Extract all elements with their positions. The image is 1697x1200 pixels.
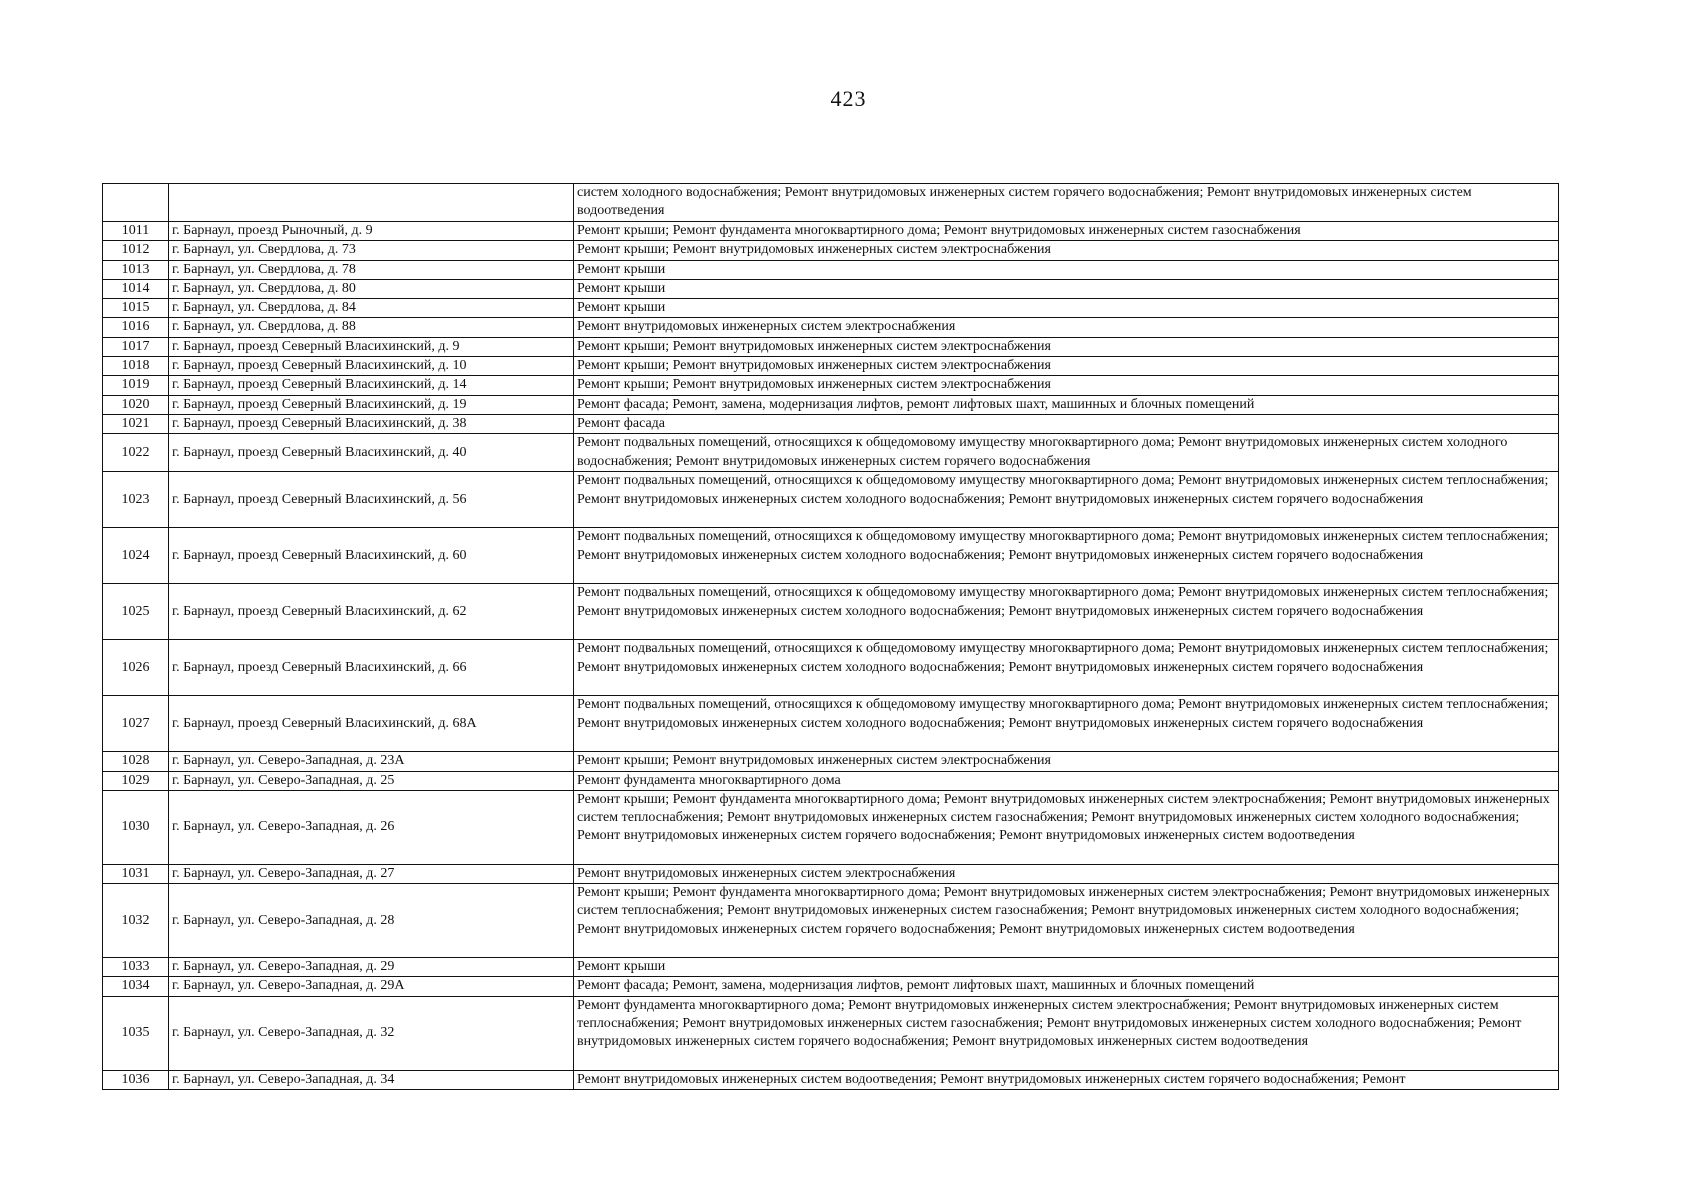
table-row — [103, 279, 1559, 298]
row-number-cell: 1027 — [103, 696, 169, 752]
table-row — [103, 640, 1559, 696]
address-cell — [169, 184, 574, 222]
row-number-cell: 1018 — [103, 357, 169, 376]
row-number-cell: 1023 — [103, 472, 169, 528]
address-cell: г. Барнаул, проезд Северный Власихинский, д. 68А — [169, 696, 574, 752]
repair-works-cell: Ремонт внутридомовых инженерных систем электроснабжения — [574, 864, 1559, 883]
row-number-cell: 1028 — [103, 752, 169, 771]
repair-works-cell: Ремонт подвальных помещений, относящихся к общедомовому имуществу многоквартирного дома; Ремонт внутридомовых инженерных систем теплоснабжения; Ремонт внутридомовых инженерных систем холодного водоснабжения; Ремонт внутридомовых инженерных систем горячего водоснабжения — [574, 528, 1559, 584]
row-number-cell: 1012 — [103, 241, 169, 260]
address-cell: г. Барнаул, ул. Северо-Западная, д. 25 — [169, 771, 574, 790]
repair-works-cell: Ремонт крыши — [574, 299, 1559, 318]
address-cell: г. Барнаул, ул. Свердлова, д. 88 — [169, 318, 574, 337]
repair-works-cell: Ремонт подвальных помещений, относящихся к общедомовому имуществу многоквартирного дома; Ремонт внутридомовых инженерных систем теплоснабжения; Ремонт внутридомовых инженерных систем холодного водоснабжения; Ремонт внутридомовых инженерных систем горячего водоснабжения — [574, 584, 1559, 640]
row-number-cell: 1034 — [103, 977, 169, 996]
table-row — [103, 696, 1559, 752]
table-row — [103, 260, 1559, 279]
address-cell: г. Барнаул, проезд Северный Власихинский, д. 9 — [169, 337, 574, 356]
address-cell: г. Барнаул, проезд Рыночный, д. 9 — [169, 222, 574, 241]
repair-works-cell: систем холодного водоснабжения; Ремонт внутридомовых инженерных систем горячего водоснабжения; Ремонт внутридомовых инженерных систем водоотведения — [574, 184, 1559, 222]
row-number-cell: 1016 — [103, 318, 169, 337]
address-cell: г. Барнаул, проезд Северный Власихинский, д. 40 — [169, 434, 574, 472]
page-number: 423 — [830, 86, 867, 111]
repair-works-cell: Ремонт фундамента многоквартирного дома — [574, 771, 1559, 790]
row-number-cell: 1032 — [103, 884, 169, 958]
address-cell: г. Барнаул, ул. Северо-Западная, д. 34 — [169, 1070, 574, 1089]
table-row — [103, 241, 1559, 260]
repair-works-cell: Ремонт крыши; Ремонт внутридомовых инженерных систем электроснабжения — [574, 357, 1559, 376]
table-row — [103, 337, 1559, 356]
address-cell: г. Барнаул, проезд Северный Власихинский, д. 56 — [169, 472, 574, 528]
table-row — [103, 864, 1559, 883]
table-row — [103, 299, 1559, 318]
repair-works-cell: Ремонт внутридомовых инженерных систем электроснабжения — [574, 318, 1559, 337]
row-number-cell: 1033 — [103, 958, 169, 977]
address-cell: г. Барнаул, проезд Северный Власихинский, д. 62 — [169, 584, 574, 640]
repair-program-table — [102, 183, 1559, 1090]
table-row — [103, 977, 1559, 996]
repair-works-cell: Ремонт крыши; Ремонт внутридомовых инженерных систем электроснабжения — [574, 337, 1559, 356]
row-number-cell: 1021 — [103, 414, 169, 433]
row-number-cell: 1029 — [103, 771, 169, 790]
table-row — [103, 414, 1559, 433]
table-body — [103, 184, 1559, 1090]
address-cell: г. Барнаул, ул. Свердлова, д. 80 — [169, 279, 574, 298]
row-number-cell: 1020 — [103, 395, 169, 414]
row-number-cell: 1025 — [103, 584, 169, 640]
address-cell: г. Барнаул, проезд Северный Власихинский, д. 10 — [169, 357, 574, 376]
repair-works-cell: Ремонт подвальных помещений, относящихся к общедомовому имуществу многоквартирного дома; Ремонт внутридомовых инженерных систем теплоснабжения; Ремонт внутридомовых инженерных систем холодного водоснабжения; Ремонт внутридомовых инженерных систем горячего водоснабжения — [574, 640, 1559, 696]
table-row — [103, 318, 1559, 337]
table-row — [103, 472, 1559, 528]
address-cell: г. Барнаул, проезд Северный Власихинский, д. 19 — [169, 395, 574, 414]
table-row — [103, 752, 1559, 771]
repair-works-cell: Ремонт крыши — [574, 260, 1559, 279]
table-row — [103, 395, 1559, 414]
row-number-cell: 1035 — [103, 996, 169, 1070]
repair-works-cell: Ремонт крыши; Ремонт внутридомовых инженерных систем электроснабжения — [574, 376, 1559, 395]
row-number-cell: 1011 — [103, 222, 169, 241]
table-row — [103, 1070, 1559, 1089]
table-row — [103, 528, 1559, 584]
address-cell: г. Барнаул, ул. Северо-Западная, д. 23А — [169, 752, 574, 771]
table-row — [103, 434, 1559, 472]
table-row — [103, 996, 1559, 1070]
repair-works-cell: Ремонт фасада — [574, 414, 1559, 433]
repair-works-cell: Ремонт подвальных помещений, относящихся к общедомовому имуществу многоквартирного дома; Ремонт внутридомовых инженерных систем теплоснабжения; Ремонт внутридомовых инженерных систем холодного водоснабжения; Ремонт внутридомовых инженерных систем горячего водоснабжения — [574, 696, 1559, 752]
address-cell: г. Барнаул, проезд Северный Власихинский, д. 60 — [169, 528, 574, 584]
row-number-cell: 1022 — [103, 434, 169, 472]
repair-works-cell: Ремонт крыши; Ремонт внутридомовых инженерных систем электроснабжения — [574, 241, 1559, 260]
row-number-cell: 1036 — [103, 1070, 169, 1089]
address-cell: г. Барнаул, ул. Северо-Западная, д. 29 — [169, 958, 574, 977]
address-cell: г. Барнаул, проезд Северный Власихинский, д. 66 — [169, 640, 574, 696]
row-number-cell: 1015 — [103, 299, 169, 318]
repair-works-cell: Ремонт крыши; Ремонт внутридомовых инженерных систем электроснабжения — [574, 752, 1559, 771]
repair-works-cell: Ремонт крыши — [574, 279, 1559, 298]
address-cell: г. Барнаул, ул. Северо-Западная, д. 28 — [169, 884, 574, 958]
repair-works-cell: Ремонт крыши — [574, 958, 1559, 977]
address-cell: г. Барнаул, ул. Северо-Западная, д. 26 — [169, 790, 574, 864]
repair-works-cell: Ремонт крыши; Ремонт фундамента многоквартирного дома; Ремонт внутридомовых инженерных систем газоснабжения — [574, 222, 1559, 241]
address-cell: г. Барнаул, ул. Свердлова, д. 73 — [169, 241, 574, 260]
address-cell: г. Барнаул, проезд Северный Власихинский, д. 38 — [169, 414, 574, 433]
row-number-cell: 1013 — [103, 260, 169, 279]
table-row — [103, 884, 1559, 958]
row-number-cell: 1014 — [103, 279, 169, 298]
table-row — [103, 184, 1559, 222]
repair-works-cell: Ремонт крыши; Ремонт фундамента многоквартирного дома; Ремонт внутридомовых инженерных систем электроснабжения; Ремонт внутридомовых инженерных систем теплоснабжения; Ремонт внутридомовых инженерных систем газоснабжения; Ремонт внутридомовых инженерных систем холодного водоснабжения; Ремонт внутридомовых инженерных систем горячего водоснабжения; Ремонт внутридомовых инженерных систем водоотведения — [574, 790, 1559, 864]
repair-works-cell: Ремонт фундамента многоквартирного дома; Ремонт внутридомовых инженерных систем электроснабжения; Ремонт внутридомовых инженерных систем теплоснабжения; Ремонт внутридомовых инженерных систем газоснабжения; Ремонт внутридомовых инженерных систем холодного водоснабжения; Ремонт внутридомовых инженерных систем горячего водоснабжения; Ремонт внутридомовых инженерных систем водоотведения — [574, 996, 1559, 1070]
row-number-cell: 1030 — [103, 790, 169, 864]
row-number-cell: 1031 — [103, 864, 169, 883]
address-cell: г. Барнаул, ул. Северо-Западная, д. 29А — [169, 977, 574, 996]
address-cell: г. Барнаул, ул. Свердлова, д. 78 — [169, 260, 574, 279]
row-number-cell: 1019 — [103, 376, 169, 395]
repair-works-cell: Ремонт фасада; Ремонт, замена, модернизация лифтов, ремонт лифтовых шахт, машинных и блочных помещений — [574, 395, 1559, 414]
row-number-cell: 1017 — [103, 337, 169, 356]
address-cell: г. Барнаул, ул. Северо-Западная, д. 32 — [169, 996, 574, 1070]
repair-works-cell: Ремонт подвальных помещений, относящихся к общедомовому имуществу многоквартирного дома; Ремонт внутридомовых инженерных систем холодного водоснабжения; Ремонт внутридомовых инженерных систем горячего водоснабжения — [574, 434, 1559, 472]
repair-works-cell: Ремонт фасада; Ремонт, замена, модернизация лифтов, ремонт лифтовых шахт, машинных и блочных помещений — [574, 977, 1559, 996]
row-number-cell — [103, 184, 169, 222]
table-row — [103, 357, 1559, 376]
table-row — [103, 376, 1559, 395]
row-number-cell: 1026 — [103, 640, 169, 696]
table-row — [103, 790, 1559, 864]
address-cell: г. Барнаул, ул. Свердлова, д. 84 — [169, 299, 574, 318]
table-row — [103, 584, 1559, 640]
row-number-cell: 1024 — [103, 528, 169, 584]
address-cell: г. Барнаул, проезд Северный Власихинский, д. 14 — [169, 376, 574, 395]
repair-works-cell: Ремонт подвальных помещений, относящихся к общедомовому имуществу многоквартирного дома; Ремонт внутридомовых инженерных систем теплоснабжения; Ремонт внутридомовых инженерных систем холодного водоснабжения; Ремонт внутридомовых инженерных систем горячего водоснабжения — [574, 472, 1559, 528]
table-row — [103, 771, 1559, 790]
table-row — [103, 222, 1559, 241]
table-row — [103, 958, 1559, 977]
repair-works-cell: Ремонт внутридомовых инженерных систем водоотведения; Ремонт внутридомовых инженерных систем горячего водоснабжения; Ремонт — [574, 1070, 1559, 1089]
repair-works-cell: Ремонт крыши; Ремонт фундамента многоквартирного дома; Ремонт внутридомовых инженерных систем электроснабжения; Ремонт внутридомовых инженерных систем теплоснабжения; Ремонт внутридомовых инженерных систем газоснабжения; Ремонт внутридомовых инженерных систем холодного водоснабжения; Ремонт внутридомовых инженерных систем горячего водоснабжения; Ремонт внутридомовых инженерных систем водоотведения — [574, 884, 1559, 958]
address-cell: г. Барнаул, ул. Северо-Западная, д. 27 — [169, 864, 574, 883]
